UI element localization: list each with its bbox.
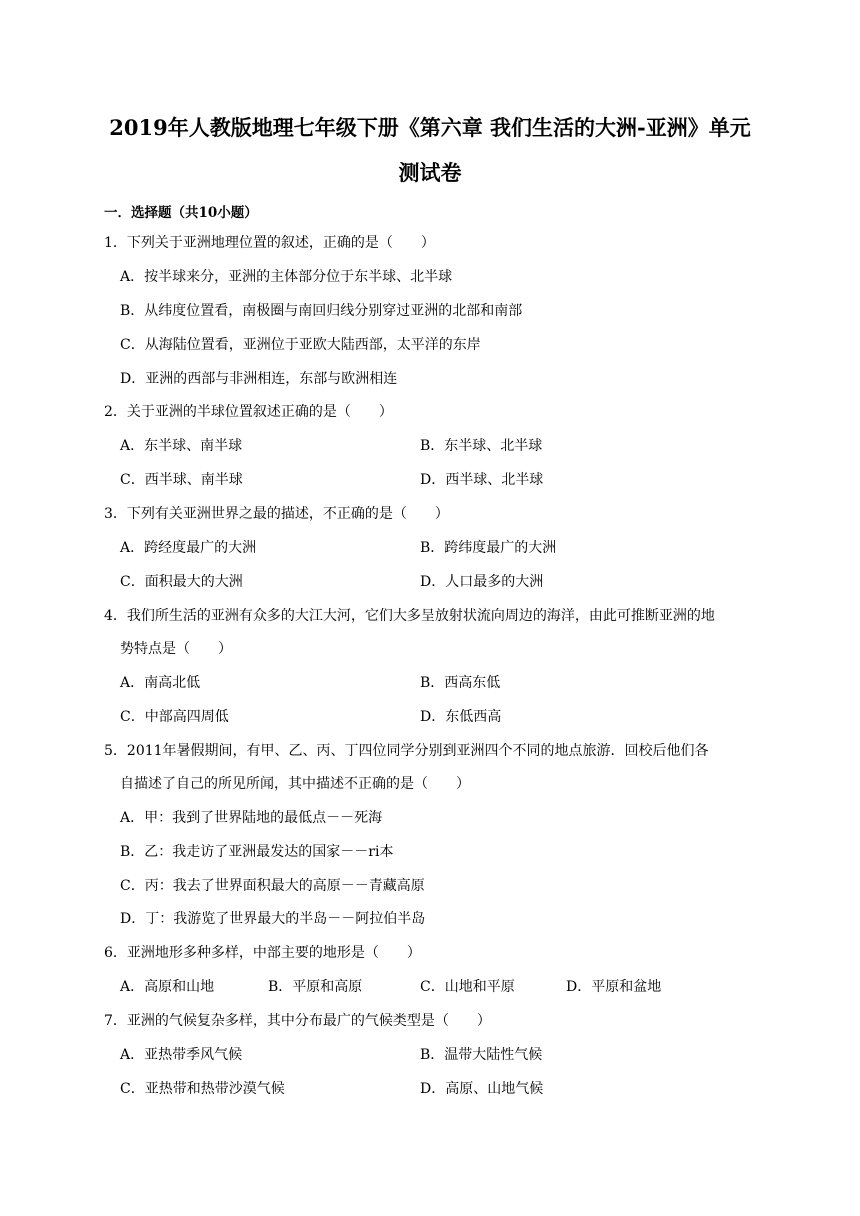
question-4-option-c: C．中部高四周低 xyxy=(120,709,229,725)
question-6-option-d: D．平原和盆地 xyxy=(566,979,662,995)
page-title: 2019年人教版地理七年级下册《第六章 我们生活的大洲-亚洲》单元 xyxy=(109,115,751,140)
question-1-stem: 1．下列关于亚洲地理位置的叙述，正确的是（ ） xyxy=(104,235,435,251)
question-5-option-c: C．丙：我去了世界面积最大的高原－－青藏高原 xyxy=(120,878,425,894)
question-3-stem: 3．下列有关亚洲世界之最的描述，不正确的是（ ） xyxy=(104,506,449,522)
question-6-stem: 6．亚洲地形多种多样，中部主要的地形是（ ） xyxy=(104,945,421,961)
question-1-option-c: C．从海陆位置看，亚洲位于亚欧大陆西部，太平洋的东岸 xyxy=(120,337,481,353)
question-7-option-a: A．亚热带季风气候 xyxy=(120,1047,243,1063)
question-7-option-c: C．亚热带和热带沙漠气候 xyxy=(120,1081,285,1097)
question-4-stem-continued: 势特点是（ ） xyxy=(120,641,232,657)
question-5-stem: 5．2011年暑假期间，有甲、乙、丙、丁四位同学分别到亚洲四个不同的地点旅游．回校后他们各 xyxy=(104,743,709,759)
question-2-option-a: A．东半球、南半球 xyxy=(120,438,243,454)
question-7-option-d: D．高原、山地气候 xyxy=(420,1081,544,1097)
question-5-option-a: A．甲：我到了世界陆地的最低点－－死海 xyxy=(120,810,383,826)
page-title-continued: 测试卷 xyxy=(398,160,462,185)
question-4-option-a: A．南高北低 xyxy=(120,675,201,691)
question-5-option-b: B．乙：我走访了亚洲最发达的国家－－ri本 xyxy=(120,844,394,860)
question-7-stem: 7．亚洲的气候复杂多样，其中分布最广的气候类型是（ ） xyxy=(104,1013,491,1029)
question-2-option-d: D．西半球、北半球 xyxy=(420,472,544,488)
question-6-option-b: B．平原和高原 xyxy=(268,979,363,995)
question-5-option-d: D．丁：我游览了世界最大的半岛－－阿拉伯半岛 xyxy=(120,911,426,927)
question-7-option-b: B．温带大陆性气候 xyxy=(420,1047,543,1063)
question-3-option-b: B．跨纬度最广的大洲 xyxy=(420,540,557,556)
question-4-stem: 4．我们所生活的亚洲有众多的大江大河，它们大多呈放射状流向周边的海洋，由此可推断亚洲的地 xyxy=(104,608,715,624)
question-3-option-d: D．人口最多的大洲 xyxy=(420,574,544,590)
question-3-option-a: A．跨经度最广的大洲 xyxy=(120,540,257,556)
question-4-option-b: B．西高东低 xyxy=(420,675,501,691)
section-heading: 一．选择题（共10小题） xyxy=(104,205,258,221)
question-3-option-c: C．面积最大的大洲 xyxy=(120,574,243,590)
question-5-stem-continued: 自描述了自己的所见所闻，其中描述不正确的是（ ） xyxy=(120,776,470,792)
question-2-stem: 2．关于亚洲的半球位置叙述正确的是（ ） xyxy=(104,404,393,420)
question-6-option-c: C．山地和平原 xyxy=(420,979,515,995)
question-2-option-c: C．西半球、南半球 xyxy=(120,472,243,488)
question-4-option-d: D．东低西高 xyxy=(420,709,502,725)
question-2-option-b: B．东半球、北半球 xyxy=(420,438,543,454)
question-1-option-d: D．亚洲的西部与非洲相连，东部与欧洲相连 xyxy=(120,371,398,387)
question-1-option-a: A．按半球来分，亚洲的主体部分位于东半球、北半球 xyxy=(120,269,453,285)
question-6-option-a: A．高原和山地 xyxy=(120,979,215,995)
question-1-option-b: B．从纬度位置看，南极圈与南回归线分别穿过亚洲的北部和南部 xyxy=(120,303,523,319)
